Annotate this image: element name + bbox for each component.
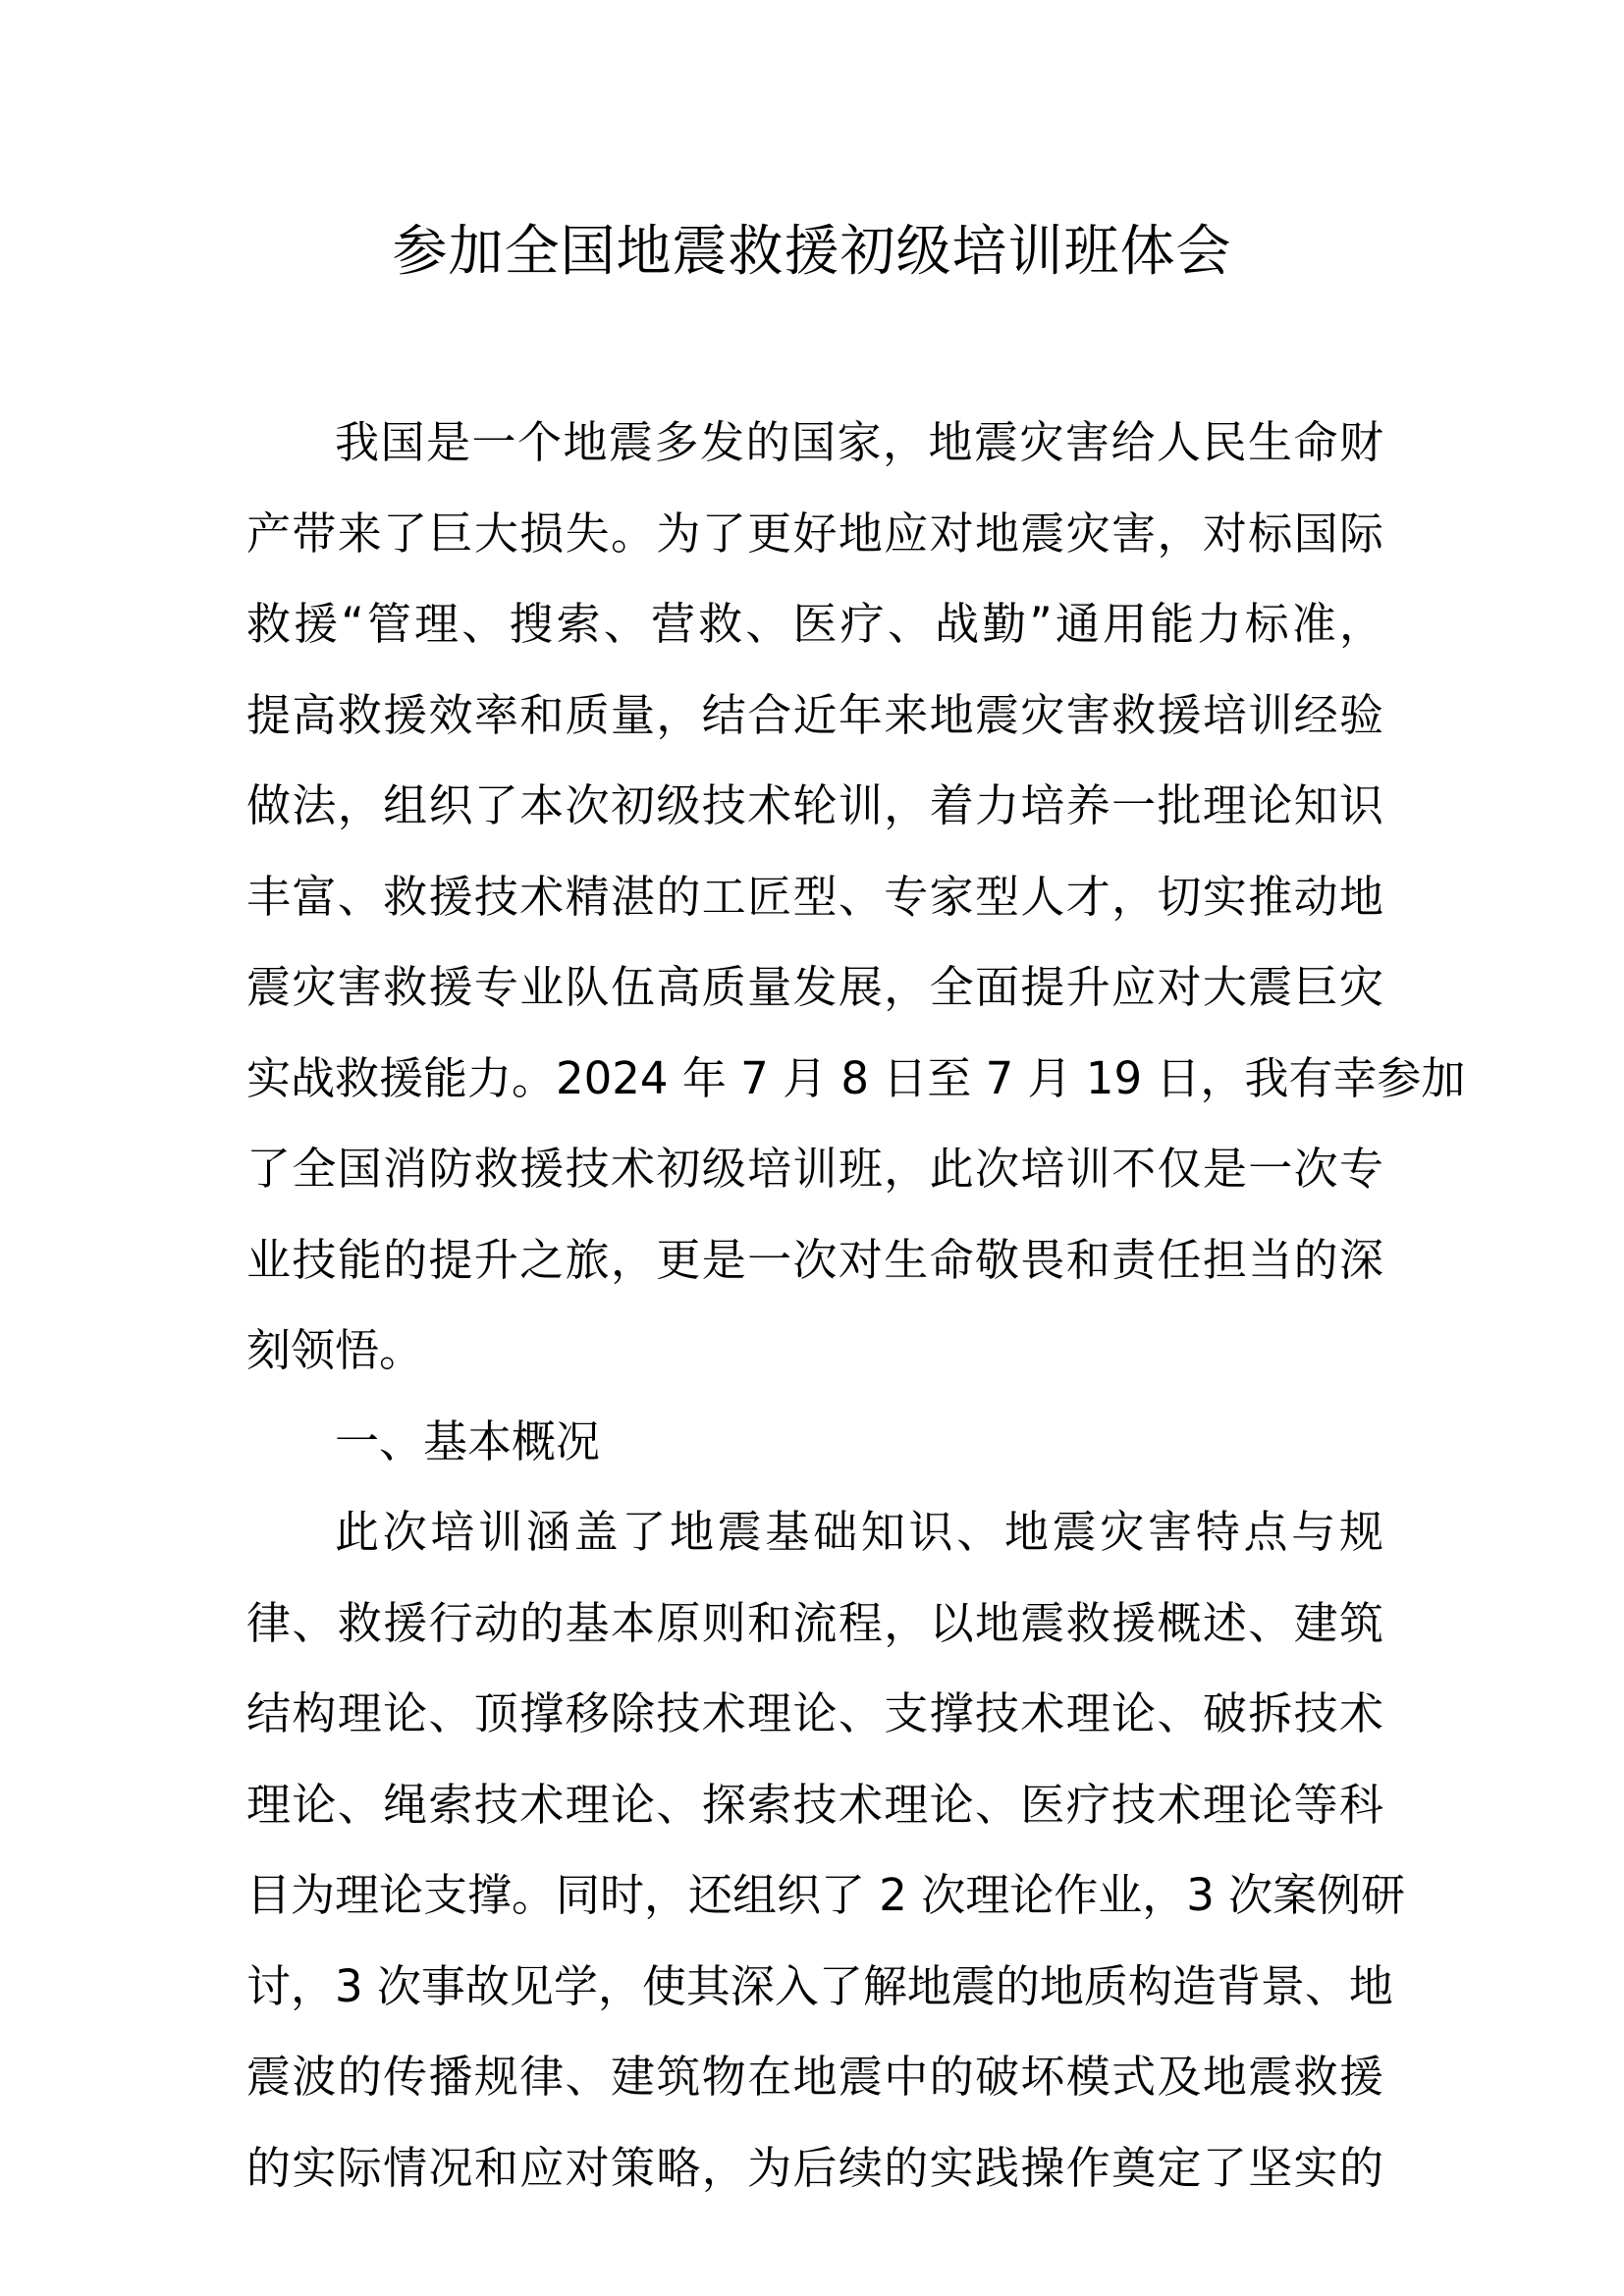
paragraph-line: 震波的传播规律、建筑物在地震中的破坏模式及地震救援 bbox=[246, 2051, 1383, 2103]
paragraph-line: 结构理论、顶撑移除技术理论、支撑技术理论、破拆技术 bbox=[246, 1687, 1383, 1739]
paragraph-line: 了全国消防救援技术初级培训班，此次培训不仅是一次专 bbox=[246, 1143, 1383, 1195]
paragraph-line: 做法，组织了本次初级技术轮训，着力培养一批理论知识 bbox=[246, 779, 1383, 831]
section-heading: 一、基本概况 bbox=[335, 1415, 601, 1468]
paragraph-line: 律、救援行动的基本原则和流程，以地震救援概述、建筑 bbox=[246, 1596, 1383, 1649]
document-body bbox=[246, 398, 1466, 2214]
paragraph-line: 救援“管理、搜索、营救、医疗、战勤”通用能力标准， bbox=[246, 598, 1383, 650]
paragraph-line: 实战救援能力。2024 年 7 月 8 日至 7 月 19 日，我有幸参加 bbox=[246, 1051, 1466, 1104]
paragraph-line: 此次培训涵盖了地震基础知识、地震灾害特点与规 bbox=[335, 1506, 1383, 1558]
document-title: 参加全国地震救援初级培训班体会 bbox=[392, 220, 1232, 284]
paragraph-line: 刻领悟。 bbox=[246, 1324, 424, 1376]
paragraph-line: 震灾害救援专业队伍高质量发展，全面提升应对大震巨灾 bbox=[246, 961, 1383, 1013]
paragraph-line: 我国是一个地震多发的国家，地震灾害给人民生命财 bbox=[335, 416, 1383, 468]
paragraph-line: 丰富、救援技术精湛的工匠型、专家型人才，切实推动地 bbox=[246, 870, 1383, 923]
paragraph-line: 的实际情况和应对策略，为后续的实践操作奠定了坚实的 bbox=[246, 2141, 1383, 2194]
paragraph-line: 业技能的提升之旅，更是一次对生命敬畏和责任担当的深 bbox=[246, 1233, 1383, 1286]
paragraph-line: 目为理论支撑。同时，还组织了 2 次理论作业，3 次案例研 bbox=[246, 1869, 1406, 1921]
paragraph-line: 理论、绳索技术理论、探索技术理论、医疗技术理论等科 bbox=[246, 1778, 1383, 1831]
paragraph-line: 讨，3 次事故见学，使其深入了解地震的地质构造背景、地 bbox=[246, 1959, 1393, 2012]
paragraph-line: 提高救援效率和质量，结合近年来地震灾害救援培训经验 bbox=[246, 688, 1383, 741]
paragraph-line: 产带来了巨大损失。为了更好地应对地震灾害，对标国际 bbox=[246, 507, 1383, 560]
